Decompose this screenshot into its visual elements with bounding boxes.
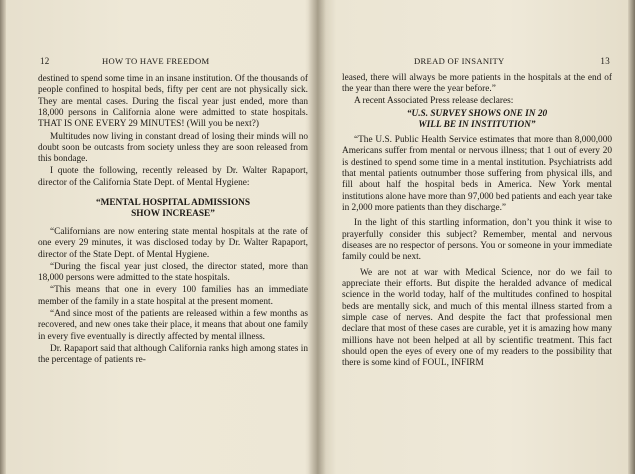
paragraph: “And since most of the patients are released within a few months as recovered, and new ones take their place, it means that about one family in every five eventually is directly affected by mental illness. — [38, 308, 308, 342]
paragraph: Dr. Rapaport said that although California ranks high among states in the percentage of patients re- — [38, 343, 308, 365]
paragraph: “The U.S. Public Health Service estimates that more than 8,000,000 Americans suffer from mental or nervous illness; that 1 out of every 20 is destined to spend some time in a mental institution. Psychiatrists add that mental patients outnumber those suffering from physical ills, and fill about half the hospital beds in America. New York mental institutions alone have more than 97,000 bed patients and each year take in 2,000 more patients than they discharge.” — [342, 134, 612, 213]
paragraph: I quote the following, recently released by Dr. Walter Rapaport, director of the California State Dept. of Mental Hygiene: — [38, 166, 308, 188]
paragraph: Multitudes now living in constant dread of losing their minds will no doubt soon be outcasts from society unless they are soon released from this bondage. — [38, 131, 308, 165]
page-number: 13 — [600, 56, 610, 66]
book-gutter — [308, 0, 326, 474]
subheading-line: “MENTAL HOSPITAL ADMISSIONS — [95, 198, 251, 209]
paragraph: In the light of this startling information, don’t you think it wise to prayerfully consider this subject? Remember, mental and nervous diseases are no respector of persons. You or someone in your immediate family could be next. — [342, 218, 612, 263]
subheading — [38, 198, 308, 220]
left-page — [38, 0, 308, 474]
subheading-line: WILL BE IN INSTITUTION” — [418, 119, 536, 130]
paragraph: “Californians are now entering state mental hospitals at the rate of one every 29 minutes, it was disclosed today by Dr. Walter Rapaport, director of the State Dept. of Mental Hygiene. — [38, 227, 308, 260]
paragraph: “This means that one in every 100 families has an immediate member of the family in a state hospital at the present moment. — [38, 285, 308, 307]
paragraph: “During the fiscal year just closed, the director stated, more than 18,000 persons were admitted to the state hospitals. — [38, 261, 308, 284]
subheading — [342, 109, 612, 131]
right-page — [342, 0, 612, 474]
paragraph: leased, there will always be more patients in the hospitals at the end of the year than there were the year before.” — [342, 73, 612, 95]
paragraph: destined to spend some time in an insane institution. Of the thousands of people confined to hospital beds, fifty per cent are not physically sick. They are mental cases. During the fiscal year just ended, more than 18,000 persons in California alone were admitted to state hospitals. THAT IS ONE EVERY 29 MINUTES! (Will you be next?) — [38, 74, 308, 130]
right-page-header — [342, 56, 612, 68]
page-number: 12 — [40, 56, 50, 66]
subheading-line: SHOW INCREASE” — [131, 209, 215, 220]
left-page-body — [38, 74, 308, 366]
paragraph: A recent Associated Press release declares: — [354, 96, 514, 107]
subheading-line: “U.S. SURVEY SHOWS ONE IN 20 — [406, 108, 548, 119]
right-page-body — [342, 73, 612, 370]
running-head: DREAD OF INSANITY — [414, 56, 505, 66]
running-head: HOW TO HAVE FREEDOM — [102, 56, 210, 66]
paragraph: We are not at war with Medical Science, nor do we fail to appreciate their efforts. But dispite the heralded advance of medical science in the world today, half of the multitudes confined to hospital beds are mentally sick, and much of this mental illness started from a simple case of nerves. And despite the fact that professional men declare that most of these cases are curable, yet it is amazing how many millions have not been helped at all by scientific treatment. This fact should open the eyes of every one of my readers to the possibility that there is some kind of FOUL, INFIRM — [342, 267, 612, 369]
right-page-edge — [628, 0, 635, 474]
left-page-header — [38, 56, 308, 68]
left-page-edge — [0, 0, 6, 474]
